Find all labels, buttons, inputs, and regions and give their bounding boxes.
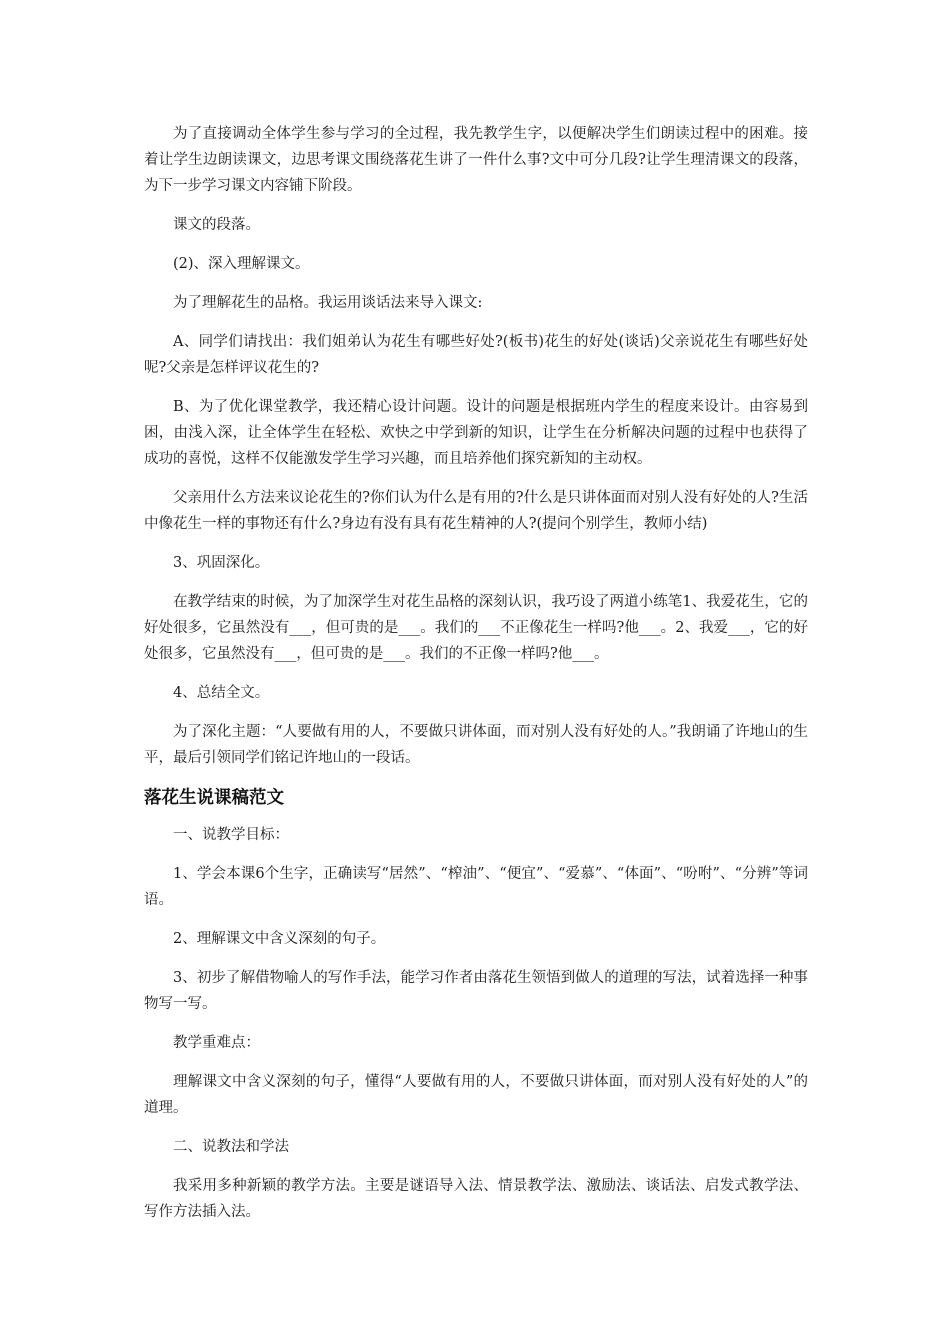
paragraph: 3、初步了解借物喻人的写作手法，能学习作者由落花生领悟到做人的道理的写法，试着选择一种事物写一写。 [144, 970, 808, 1012]
paragraph: (2)、深入理解课文。 [173, 256, 310, 272]
paragraph: 2、理解课文中含义深刻的句子。 [173, 931, 386, 947]
paragraph: 理解课文中含义深刻的句子，懂得“人要做有用的人，不要做只讲体面，而对别人没有好处的人”的道理。 [144, 1074, 808, 1116]
paragraph: 一、说教学目标： [173, 827, 289, 843]
paragraph: 父亲用什么方法来议论花生的?你们认为什么是有用的?什么是只讲体面而对别人没有好处的人?生活中像花生一样的事物还有什么?身边有没有具有花生精神的人?(提问个别学生，教师小结) [144, 490, 808, 532]
paragraph: 二、说教法和学法 [173, 1139, 289, 1155]
paragraph: 为了直接调动全体学生参与学习的全过程，我先教学生字，以便解决学生们朗读过程中的困难。接着让学生边朗读课文，边思考课文围绕落花生讲了一件什么事?文中可分几段?让学生理清课文的段落，为下一步学习课文内容铺下阶段。 [144, 126, 808, 194]
paragraph: 4、总结全文。 [173, 685, 270, 701]
paragraph: 在教学结束的时候，为了加深学生对花生品格的深刻认识，我巧设了两道小练笔1、我爱花生，它的好处很多，它虽然没有___，但可贵的是___。我们的___不正像花生一样吗?他___。2、我爱___，它的好处很多，它虽然没有___，但可贵的是___。我们的不正像一样吗?他___。 [144, 594, 808, 662]
document-body [144, 121, 808, 1238]
paragraph: A、同学们请找出：我们姐弟认为花生有哪些好处?(板书)花生的好处(谈话)父亲说花生有哪些好处呢?父亲是怎样评议花生的? [144, 334, 808, 376]
paragraph: 为了深化主题：“人要做有用的人，不要做只讲体面，而对别人没有好处的人。”我朗诵了许地山的生平，最后引领同学们铭记许地山的一段话。 [144, 724, 808, 766]
paragraph: B、为了优化课堂教学，我还精心设计问题。设计的问题是根据班内学生的程度来设计。由容易到困，由浅入深，让全体学生在轻松、欢快之中学到新的知识，让学生在分析解决问题的过程中也获得了成功的喜悦，这样不仅能激发学生学习兴趣，而且培养他们探究新知的主动权。 [144, 399, 808, 467]
paragraph: 为了理解花生的品格。我运用谈话法来导入课文: [173, 295, 483, 311]
paragraph: 3、巩固深化。 [173, 555, 270, 571]
paragraph: 教学重难点： [173, 1035, 260, 1051]
paragraph: 课文的段落。 [173, 217, 260, 233]
paragraph: 1、学会本课6个生字，正确读写“居然”、“榨油”、“便宜”、“爱慕”、“体面”、“吩咐”、“分辨”等词语。 [144, 866, 808, 908]
section-heading: 落花生说课稿范文 [144, 788, 284, 808]
paragraph: 我采用多种新颖的教学方法。主要是谜语导入法、情景教学法、激励法、谈话法、启发式教学法、写作方法插入法。 [144, 1178, 808, 1220]
